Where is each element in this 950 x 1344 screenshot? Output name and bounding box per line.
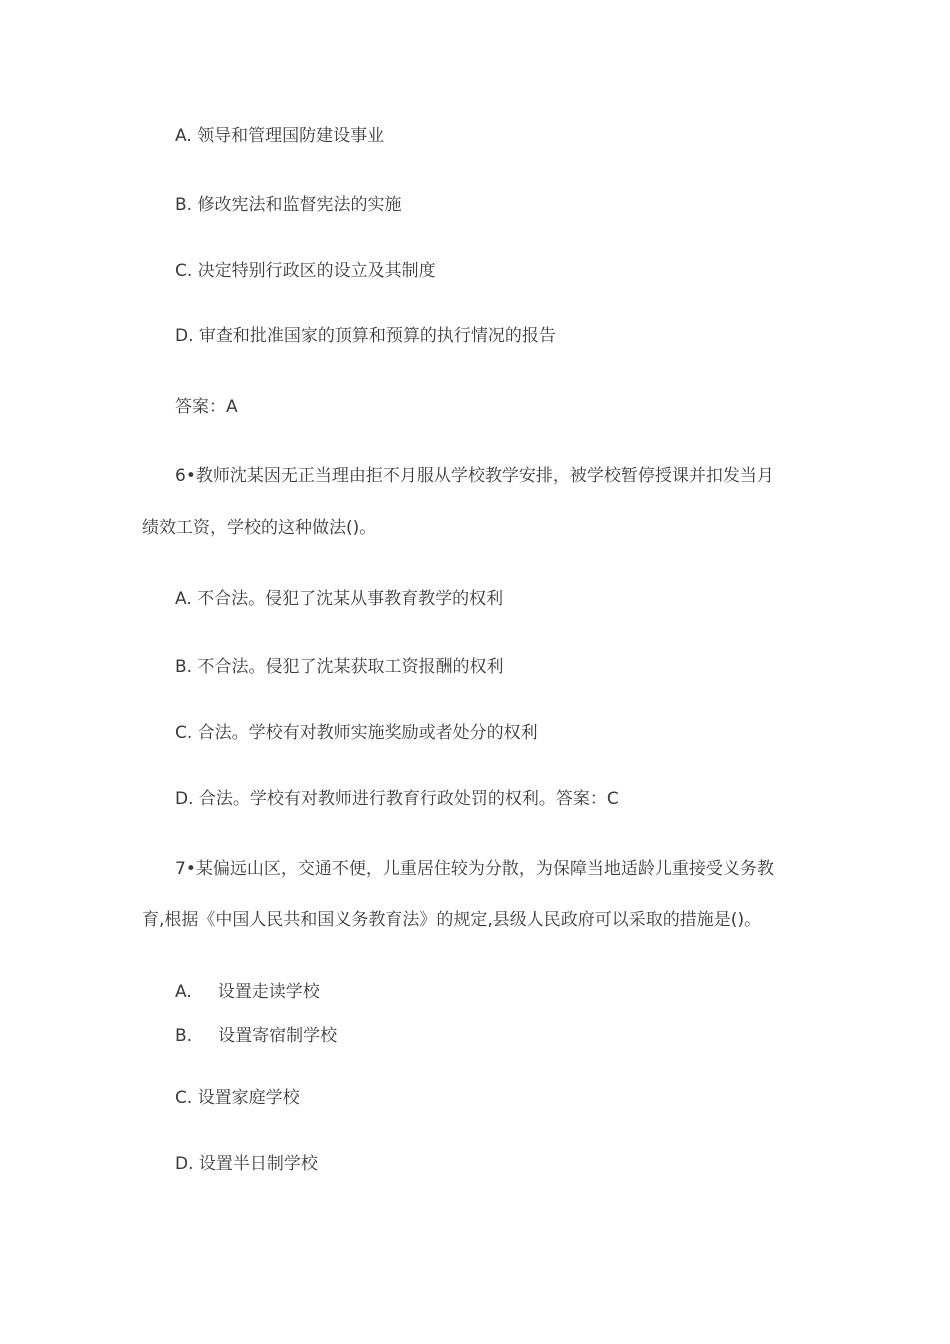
q7-option-d <box>175 1152 318 1176</box>
q5-option-d: D. 审查和批准国家的顶算和预算的执行情况的报告 <box>175 326 556 346</box>
q7-option-a <box>175 980 320 1004</box>
q5-option-a: A. 领导和管理国防建设事业 <box>175 126 385 146</box>
q7-option-c-text: 设置家庭学校 <box>197 1088 300 1108</box>
q7-option-a-letter: A. <box>175 982 192 1002</box>
q6-option-c: C. 合法。学校有对教师实施奖励或者处分的权利 <box>175 723 538 743</box>
q7-option-c <box>175 1086 300 1110</box>
q7-stem-line1: 7•某偏远山区，交通不便，儿重居住较为分散，为保障当地适龄儿重接受义务教 <box>175 859 774 879</box>
q7-stem-line2: 育,根据《中国人民共和国义务教育法》的规定,县级人民政府可以采取的措施是()。 <box>142 910 762 930</box>
q7-option-c-letter: C. <box>175 1088 193 1108</box>
q5-option-c: C. 决定特别行政区的设立及其制度 <box>175 261 436 281</box>
q7-option-b-text: 设置寄宿制学校 <box>218 1026 338 1046</box>
q6-stem-line2: 绩效工资，学校的这种做法()。 <box>142 518 377 538</box>
q6-option-a: A. 不合法。侵犯了沈某从事教育教学的权利 <box>175 589 504 609</box>
q6-option-b: B. 不合法。侵犯了沈某获取工资报酬的权利 <box>175 657 504 677</box>
q6-option-d: D. 合法。学校有对教师进行教育行政处罚的权利。答案：C <box>175 789 619 809</box>
q7-option-d-text: 设置半日制学校 <box>198 1154 318 1174</box>
q5-answer: 答案：A <box>175 397 238 417</box>
q5-option-b: B. 修改宪法和监督宪法的实施 <box>175 195 402 215</box>
q7-option-d-letter: D. <box>175 1154 194 1174</box>
q7-option-b <box>175 1024 337 1048</box>
q6-stem-line1: 6•教师沈某因无正当理由拒不月服从学校教学安排，被学校暂停授课并扣发当月 <box>175 466 774 486</box>
q7-option-b-letter: B. <box>175 1026 193 1046</box>
q7-option-a-text: 设置走读学校 <box>217 982 320 1002</box>
